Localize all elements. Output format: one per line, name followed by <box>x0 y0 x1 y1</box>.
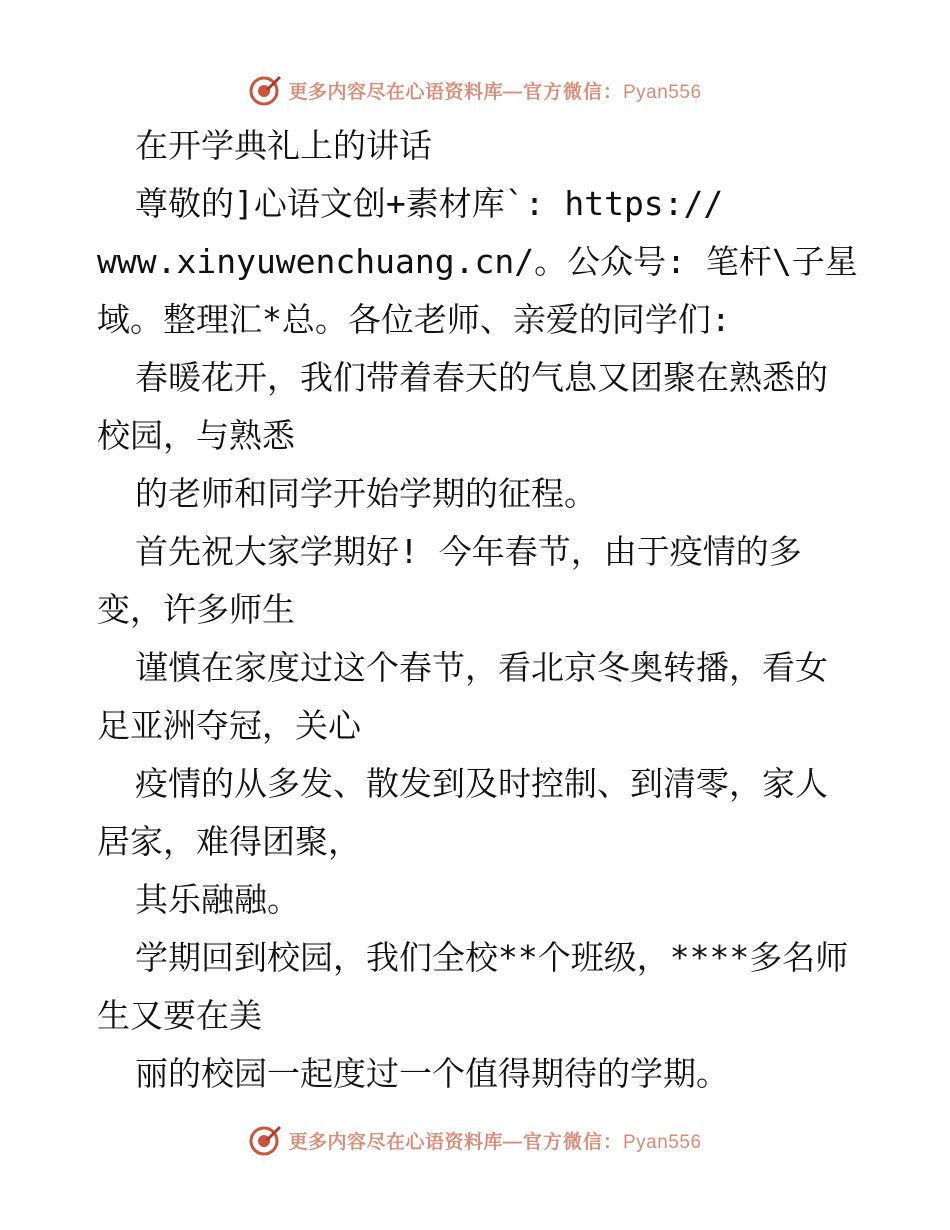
text-line: 的老师和同学开始学期的征程。 <box>135 474 597 513</box>
watermark-text <box>288 77 701 104</box>
watermark-title: 更多内容尽在心语资料库 <box>288 81 503 103</box>
header-watermark <box>0 70 950 110</box>
footer-watermark <box>0 1120 950 1160</box>
logo-icon <box>248 73 282 107</box>
text-line: 疫情的从多发、散发到及时控制、到清零，家人 <box>135 764 828 803</box>
logo-icon <box>248 1123 282 1157</box>
watermark-text <box>288 1127 701 1154</box>
text-line: 谨慎在家度过这个春节，看北京冬奥转播，看女 <box>135 648 828 687</box>
text-line: www.xinyuwenchuang.cn/。公众号: 笔杆\子星 <box>97 242 858 281</box>
text-line: 校园，与熟悉 <box>97 416 295 455</box>
watermark-wechat-id: Pyan556 <box>623 1131 702 1153</box>
text-line: 居家，难得团聚， <box>97 822 361 861</box>
text-line: 尊敬的]心语文创+素材库`: https:// <box>135 184 724 223</box>
text-line: 域。整理汇*总。各位老师、亲爱的同学们: <box>97 300 731 339</box>
document-title: 在开学典礼上的讲话 <box>135 126 432 165</box>
text-line: 丽的校园一起度过一个值得期待的学期。 <box>135 1054 729 1093</box>
document-body <box>97 117 867 1103</box>
text-line: 生又要在美 <box>97 996 262 1035</box>
text-line: 春暖花开，我们带着春天的气息又团聚在熟悉的 <box>135 358 828 397</box>
text-line: 学期回到校园，我们全校**个班级，****多名师 <box>135 938 849 977</box>
text-line: 变，许多师生 <box>97 590 295 629</box>
text-line: 其乐融融。 <box>135 880 300 919</box>
watermark-wechat-label: —官方微信： <box>502 81 623 103</box>
watermark-wechat-label: —官方微信： <box>502 1131 623 1153</box>
text-line: 足亚洲夺冠，关心 <box>97 706 361 745</box>
text-line: 首先祝大家学期好! 今年春节，由于疫情的多 <box>135 532 802 571</box>
watermark-title: 更多内容尽在心语资料库 <box>288 1131 503 1153</box>
watermark-wechat-id: Pyan556 <box>623 81 702 103</box>
